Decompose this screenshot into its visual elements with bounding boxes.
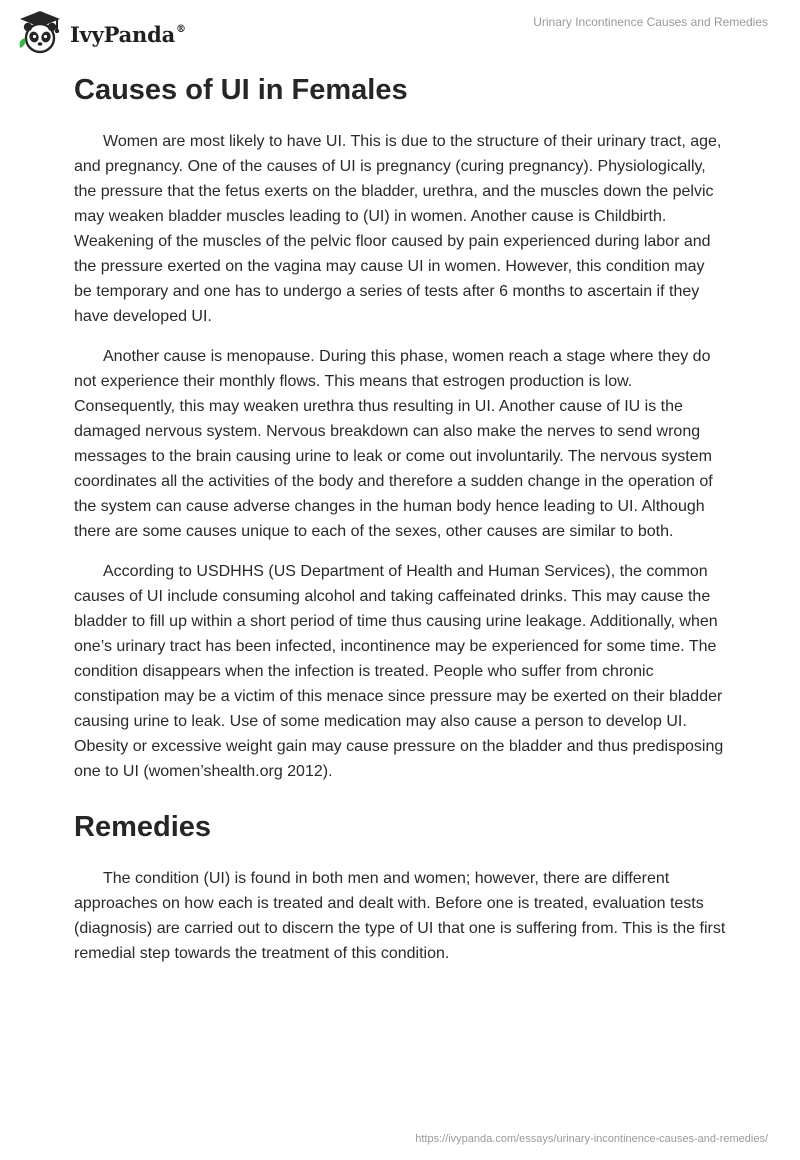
registered-mark: ® [176, 23, 186, 35]
page-header [0, 0, 800, 64]
paragraph: Another cause is menopause. During this phase, women reach a stage where they do not experience their monthly flows. This means that estrogen production is low. Consequently, this may weaken urethra thus resulting in UI. Another cause of IU is the damaged nervous system. Nervous breakdown can also make the nerves to send wrong messages to the brain causing urine to leak or come out involuntarily. The nervous system coordinates all the activities of the body and therefore a sudden change in the operation of the system can cause adverse changes in the human body hence leading to UI. Although there are some causes unique to each of the sexes, other causes are similar to both. [74, 348, 713, 540]
panda-graduate-icon [16, 8, 64, 56]
section-heading: Causes of UI in Females [74, 74, 408, 106]
brand-name: IvyPanda® [70, 21, 186, 47]
document-title: Urinary Incontinence Causes and Remedies [533, 15, 768, 29]
essay-content [74, 68, 726, 981]
source-url[interactable]: https://ivypanda.com/essays/urinary-incontinence-causes-and-remedies/ [415, 1133, 768, 1145]
paragraph: According to USDHHS (US Department of Health and Human Services), the common causes of UI include consuming alcohol and taking caffeinated drinks. This may cause the bladder to fill up within a short period of time thus causing urine leakage. Additionally, when one’s urinary tract has been infected, incontinence may be experienced for some time. The condition disappears when the infection is treated. People who suffer from chronic constipation may be a victim of this menace since pressure may be exerted on their bladder causing urine to leak. Use of some medication may also cause a person to develop UI. Obesity or excessive weight gain may cause pressure on the bladder and thus predisposing one to UI (women’shealth.org 2012). [74, 563, 724, 780]
brand-logo[interactable] [16, 8, 186, 56]
section-heading: Remedies [74, 811, 212, 843]
paragraph: Women are most likely to have UI. This is due to the structure of their urinary tract, age, and pregnancy. One of the causes of UI is pregnancy (curing pregnancy). Physiologically, the pressure that the fetus exerts on the bladder, urethra, and the muscles down the pelvic may weaken bladder muscles leading to (UI) in women. Another cause is Childbirth. Weakening of the muscles of the pelvic floor caused by pain experienced during labor and the pressure exerted on the vagina may cause UI in women. However, this condition may be temporary and one has to undergo a series of tests after 6 months to ascertain if they have developed UI. [74, 133, 722, 325]
paragraph: The condition (UI) is found in both men and women; however, there are different approaches on how each is treated and dealt with. Before one is treated, evaluation tests (diagnosis) are carried out to discern the type of UI that one is suffering from. This is the first remedial step towards the treatment of this condition. [74, 870, 726, 962]
